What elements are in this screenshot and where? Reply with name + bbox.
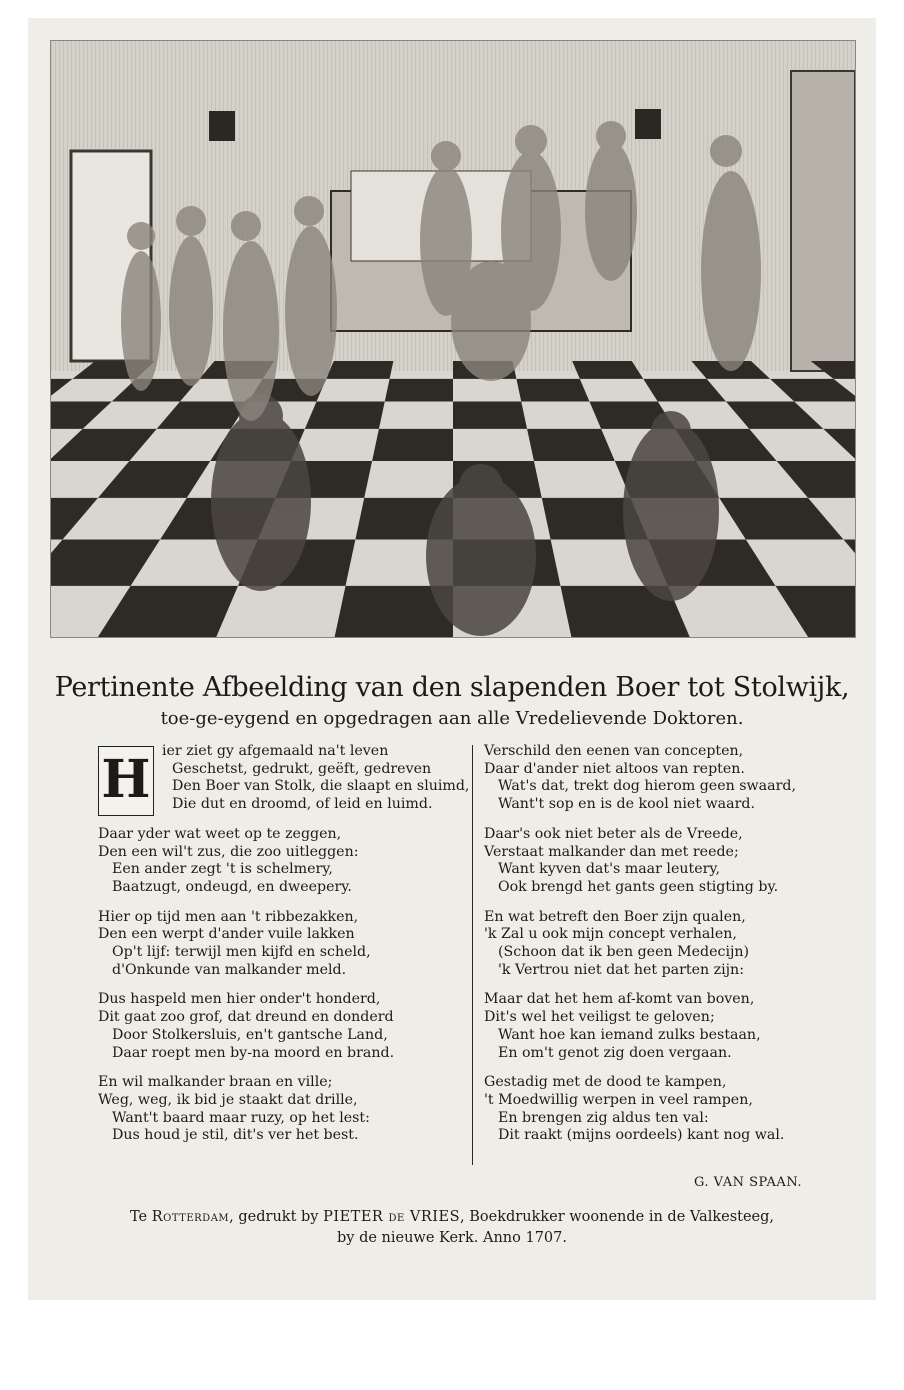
verse-line: Een ander zegt 't is schelmery,	[112, 861, 333, 878]
verse-line: Hier op tijd men aan 't ribbezakken,	[98, 908, 359, 925]
verse-line: En wil malkander braan en ville;	[98, 1074, 333, 1091]
author-signature: G. VAN SPAAN.	[694, 1175, 802, 1190]
stanza	[484, 743, 864, 814]
verse-line: Gestadig met de dood te kampen,	[484, 1074, 727, 1091]
verse-line: Dus haspeld men hier onder't honderd,	[98, 991, 381, 1008]
etching-illustration	[50, 40, 856, 638]
verse-line: Den Boer van Stolk, die slaapt en sluimd,	[172, 778, 470, 795]
verse-line: 'k Zal u ook mijn concept verhalen,	[484, 926, 737, 943]
imprint-city: Rotterdam	[151, 1209, 230, 1225]
subtitle: toe-ge-eygend en opgedragen aan alle Vredelievende Doktoren.	[160, 708, 744, 729]
decorated-initial: H	[98, 746, 154, 816]
verse-line: Dit raakt (mijns oordeels) kant nog wal.	[498, 1127, 785, 1144]
poem-left-column	[98, 743, 470, 1157]
stanza	[98, 991, 470, 1062]
verse-line: 'k Vertrou niet dat het parten zijn:	[498, 961, 744, 978]
stanza	[484, 1074, 864, 1145]
verse-line: Verschild den eenen van concepten,	[484, 743, 744, 759]
verse-line: (Schoon dat ik ben geen Medecijn)	[498, 944, 750, 961]
verse-line: d'Onkunde van malkander meld.	[112, 961, 347, 978]
stanza	[98, 826, 470, 897]
imprint-line-2: by de nieuwe Kerk. Anno 1707.	[336, 1230, 567, 1246]
verse-line: Daar d'ander niet altoos van repten.	[484, 760, 745, 777]
verse-line: Dit gaat zoo grof, dat dreund en donderd	[98, 1009, 394, 1026]
poem-right-column	[484, 743, 864, 1157]
print-sheet	[28, 18, 876, 1300]
verse-line: Door Stolkersluis, en't gantsche Land,	[112, 1026, 388, 1043]
verse-line: Weg, weg, ik bid je staakt dat drille,	[98, 1091, 358, 1108]
verse-line: Dus houd je stil, dit's ver het best.	[112, 1127, 359, 1144]
verse-line: Verstaat malkander dan met reede;	[484, 843, 739, 860]
column-divider	[472, 745, 473, 1165]
verse-line: En om't genot zig doen vergaan.	[498, 1044, 732, 1061]
verse-line: Want kyven dat's maar leutery,	[498, 861, 721, 878]
sleeping-farmer-scene-image	[51, 41, 855, 637]
verse-line: Want't sop en is de kool niet waard.	[498, 796, 755, 813]
verse-line: Daar yder wat weet op te zeggen,	[98, 825, 342, 842]
verse-line: Want't baard maar ruzy, op het lest:	[112, 1109, 370, 1126]
stanza	[484, 991, 864, 1062]
verse-line: Wat's dat, trekt dog hierom geen swaard,	[498, 778, 796, 795]
verse-line: Want hoe kan iemand zulks bestaan,	[498, 1026, 761, 1043]
verse-line: Op't lijf: terwijl men kijfd en scheld,	[112, 944, 371, 961]
stanza	[98, 1074, 470, 1145]
verse-line: En wat betreft den Boer zijn qualen,	[484, 908, 746, 925]
stanza	[484, 826, 864, 897]
stanza	[484, 909, 864, 980]
verse-line: Dit's wel het veiligst te geloven;	[484, 1009, 715, 1026]
imprint-line-1: Te Rotterdam, gedrukt by PIETER de VRIES, Boekdrukker woonende in de Valkesteeg,	[129, 1209, 775, 1225]
verse-line: Daar's ook niet beter als de Vreede,	[484, 825, 743, 842]
verse-line: Geschetst, gedrukt, geëft, gedreven	[172, 760, 432, 777]
main-title: Pertinente Afbeelding van den slapenden Boer tot Stolwijk,	[54, 672, 850, 703]
verse-line: Die dut en droomd, of leid en luimd.	[172, 796, 433, 813]
verse-line: Daar roept men by-na moord en brand.	[112, 1044, 395, 1061]
verse-line: Baatzugt, ondeugd, en dweepery.	[112, 878, 352, 895]
verse-line: 't Moedwillig werpen in veel rampen,	[484, 1091, 753, 1108]
imprint-printer: PIETER de VRIES	[323, 1209, 461, 1225]
verse-line: Maar dat het hem af-komt van boven,	[484, 991, 755, 1008]
verse-line: Den een werpt d'ander vuile lakken	[98, 926, 355, 943]
verse-line: ier ziet gy afgemaald na't leven	[162, 743, 389, 759]
stanza	[98, 909, 470, 980]
verse-line: Ook brengd het gants geen stigting by.	[498, 878, 779, 895]
verse-line: Den een wil't zus, die zoo uitleggen:	[98, 843, 359, 860]
verse-line: En brengen zig aldus ten val:	[498, 1109, 709, 1126]
